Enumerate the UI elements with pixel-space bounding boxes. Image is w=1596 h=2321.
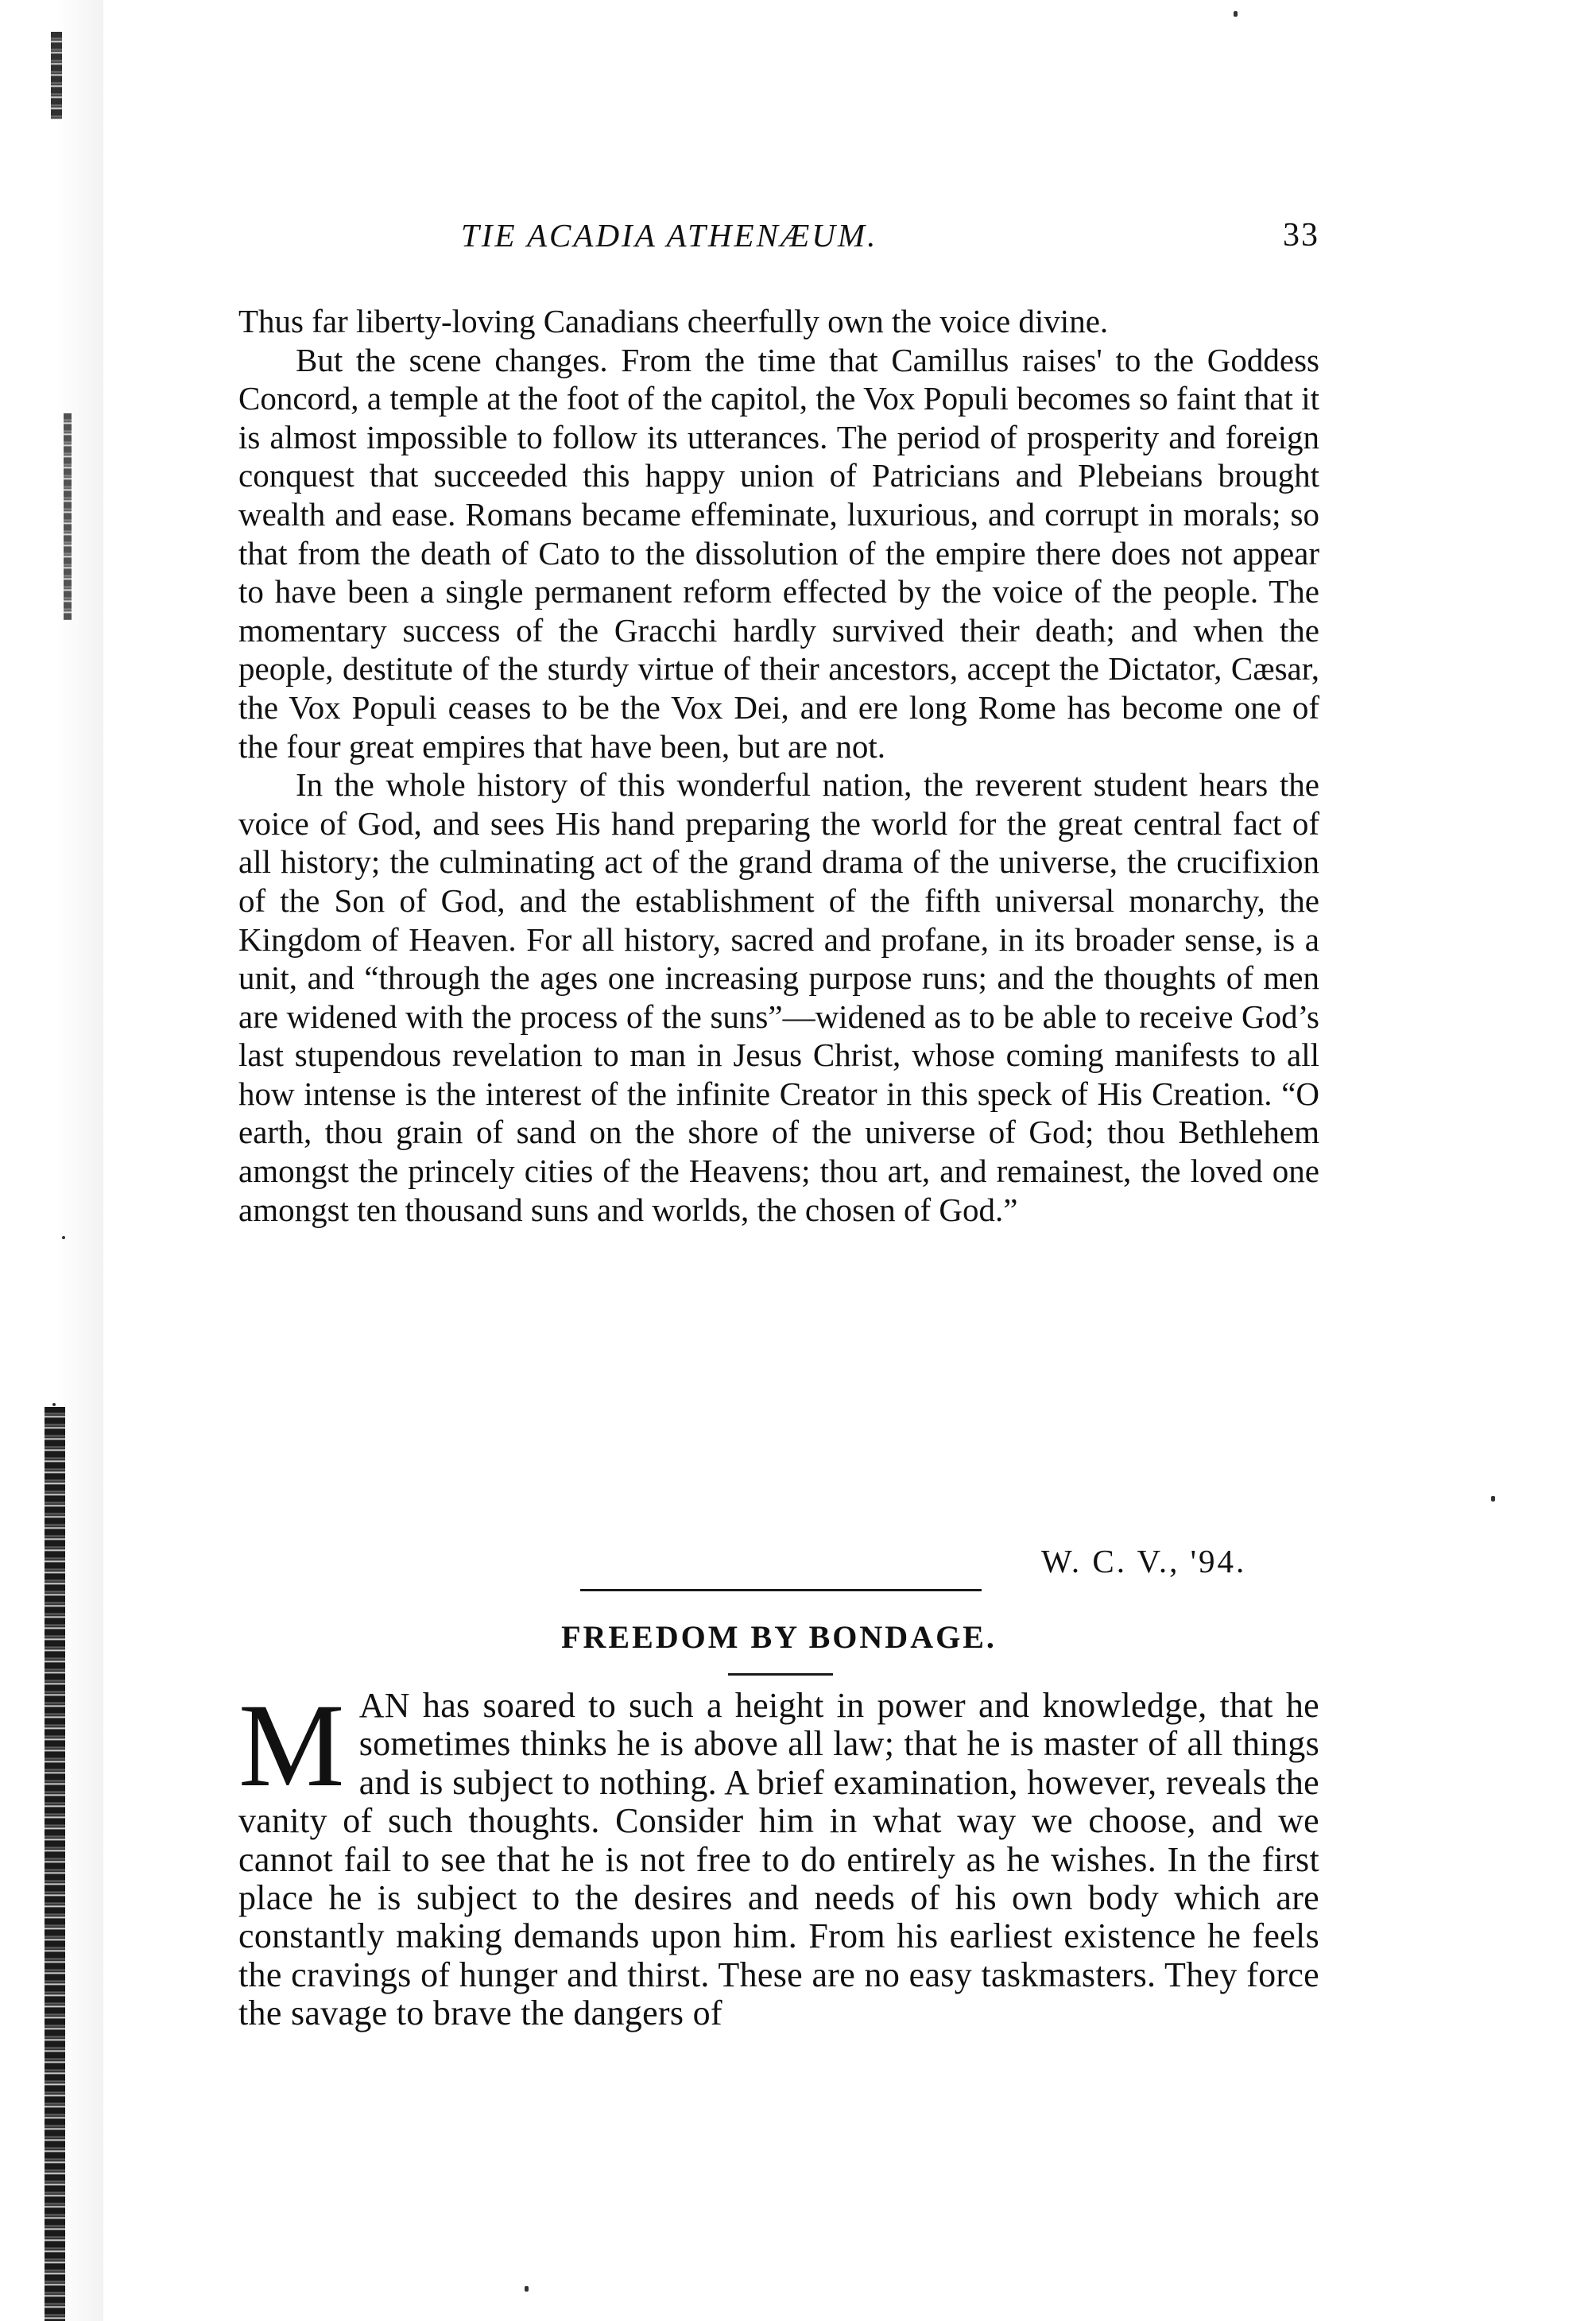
scan-speck xyxy=(1234,11,1238,17)
article-opening-text: AN has soared to such a height in power and knowledge, that he sometimes thinks he is above all law; that he is master of all things and is subject to nothing. A brief examination, however, reveals the vanity of such thoughts. Consider him in what way we choose, and we cannot fail to see that he is not free to do entirely as he wishes. In the first place he is subject to the desires and needs of his own body which are constantly making demands upon him. From his earliest existence he feels the cravings of hunger and thirst. These are no easy taskmasters. They force the savage to brave the dangers of xyxy=(238,1686,1319,2033)
scan-speck xyxy=(62,1236,65,1239)
section-divider xyxy=(580,1589,982,1591)
binding-edge-upper xyxy=(51,32,62,119)
binding-edge-lower xyxy=(45,1407,65,2321)
drop-cap: M xyxy=(238,1680,345,1811)
author-signature: W. C. V., '94. xyxy=(1041,1543,1247,1579)
running-title: TIE ACADIA ATHENÆUM. xyxy=(461,217,878,254)
paragraph: In the whole history of this wonderful nation, the reverent student hears the voice of God, and sees His hand preparing the world for the great central fact of all history; the culminating act of the grand drama of the universe, the crucifixion of the Son of God, and the establishment of the fifth universal monarchy, the Kingdom of Heaven. For all history, sacred and profane, in its broader sense, is a unit, and “through the ages one increasing purpose runs; and the thoughts of men are widened with the process of the suns”—widened as to be able to receive God’s last stupendous revelation to man in Jesus Christ, whose coming manifests to all how intense is the interest of the infinite Creator in this speck of His Creation. “O earth, thou grain of sand on the shore of the universe of God; thou Bethlehem amongst the princely cities of the Heavens; thou art, and remainest, the loved one amongst ten thousand suns and worlds, the chosen of God.” xyxy=(238,766,1319,1228)
article-title: FREEDOM BY BONDAGE. xyxy=(561,1619,997,1655)
scan-speck xyxy=(1491,1496,1495,1501)
article-body xyxy=(238,1680,1319,2033)
scan-speck xyxy=(525,2286,529,2292)
page-number: 33 xyxy=(1283,217,1319,254)
binding-edge-middle xyxy=(64,413,72,620)
paragraph: Thus far liberty-loving Canadians cheerfully own the voice divine. xyxy=(238,303,1109,339)
continued-article-body xyxy=(238,302,1319,1229)
scan-speck xyxy=(52,1403,56,1406)
paragraph: But the scene changes. From the time that Camillus raises' to the Goddess Concord, a temple at the foot of the capitol, the Vox Populi becomes so faint that it is almost impossible to follow its utterances. The period of prosperity and foreign conquest that succeeded this happy union of Patricians and Plebeians brought wealth and ease. Romans became effeminate, luxurious, and corrupt in morals; so that from the death of Cato to the dissolution of the empire there does not appear to have been a single permanent reform effected by the voice of the people. The momentary success of the Gracchi hardly survived their death; and when the people, destitute of the sturdy virtue of their ancestors, accept the Dictator, Cæsar, the Vox Populi ceases to be the Vox Dei, and ere long Rome has become one of the four great empires that have been, but are not. xyxy=(238,341,1319,765)
running-header xyxy=(238,216,1319,272)
title-underline xyxy=(728,1673,833,1676)
